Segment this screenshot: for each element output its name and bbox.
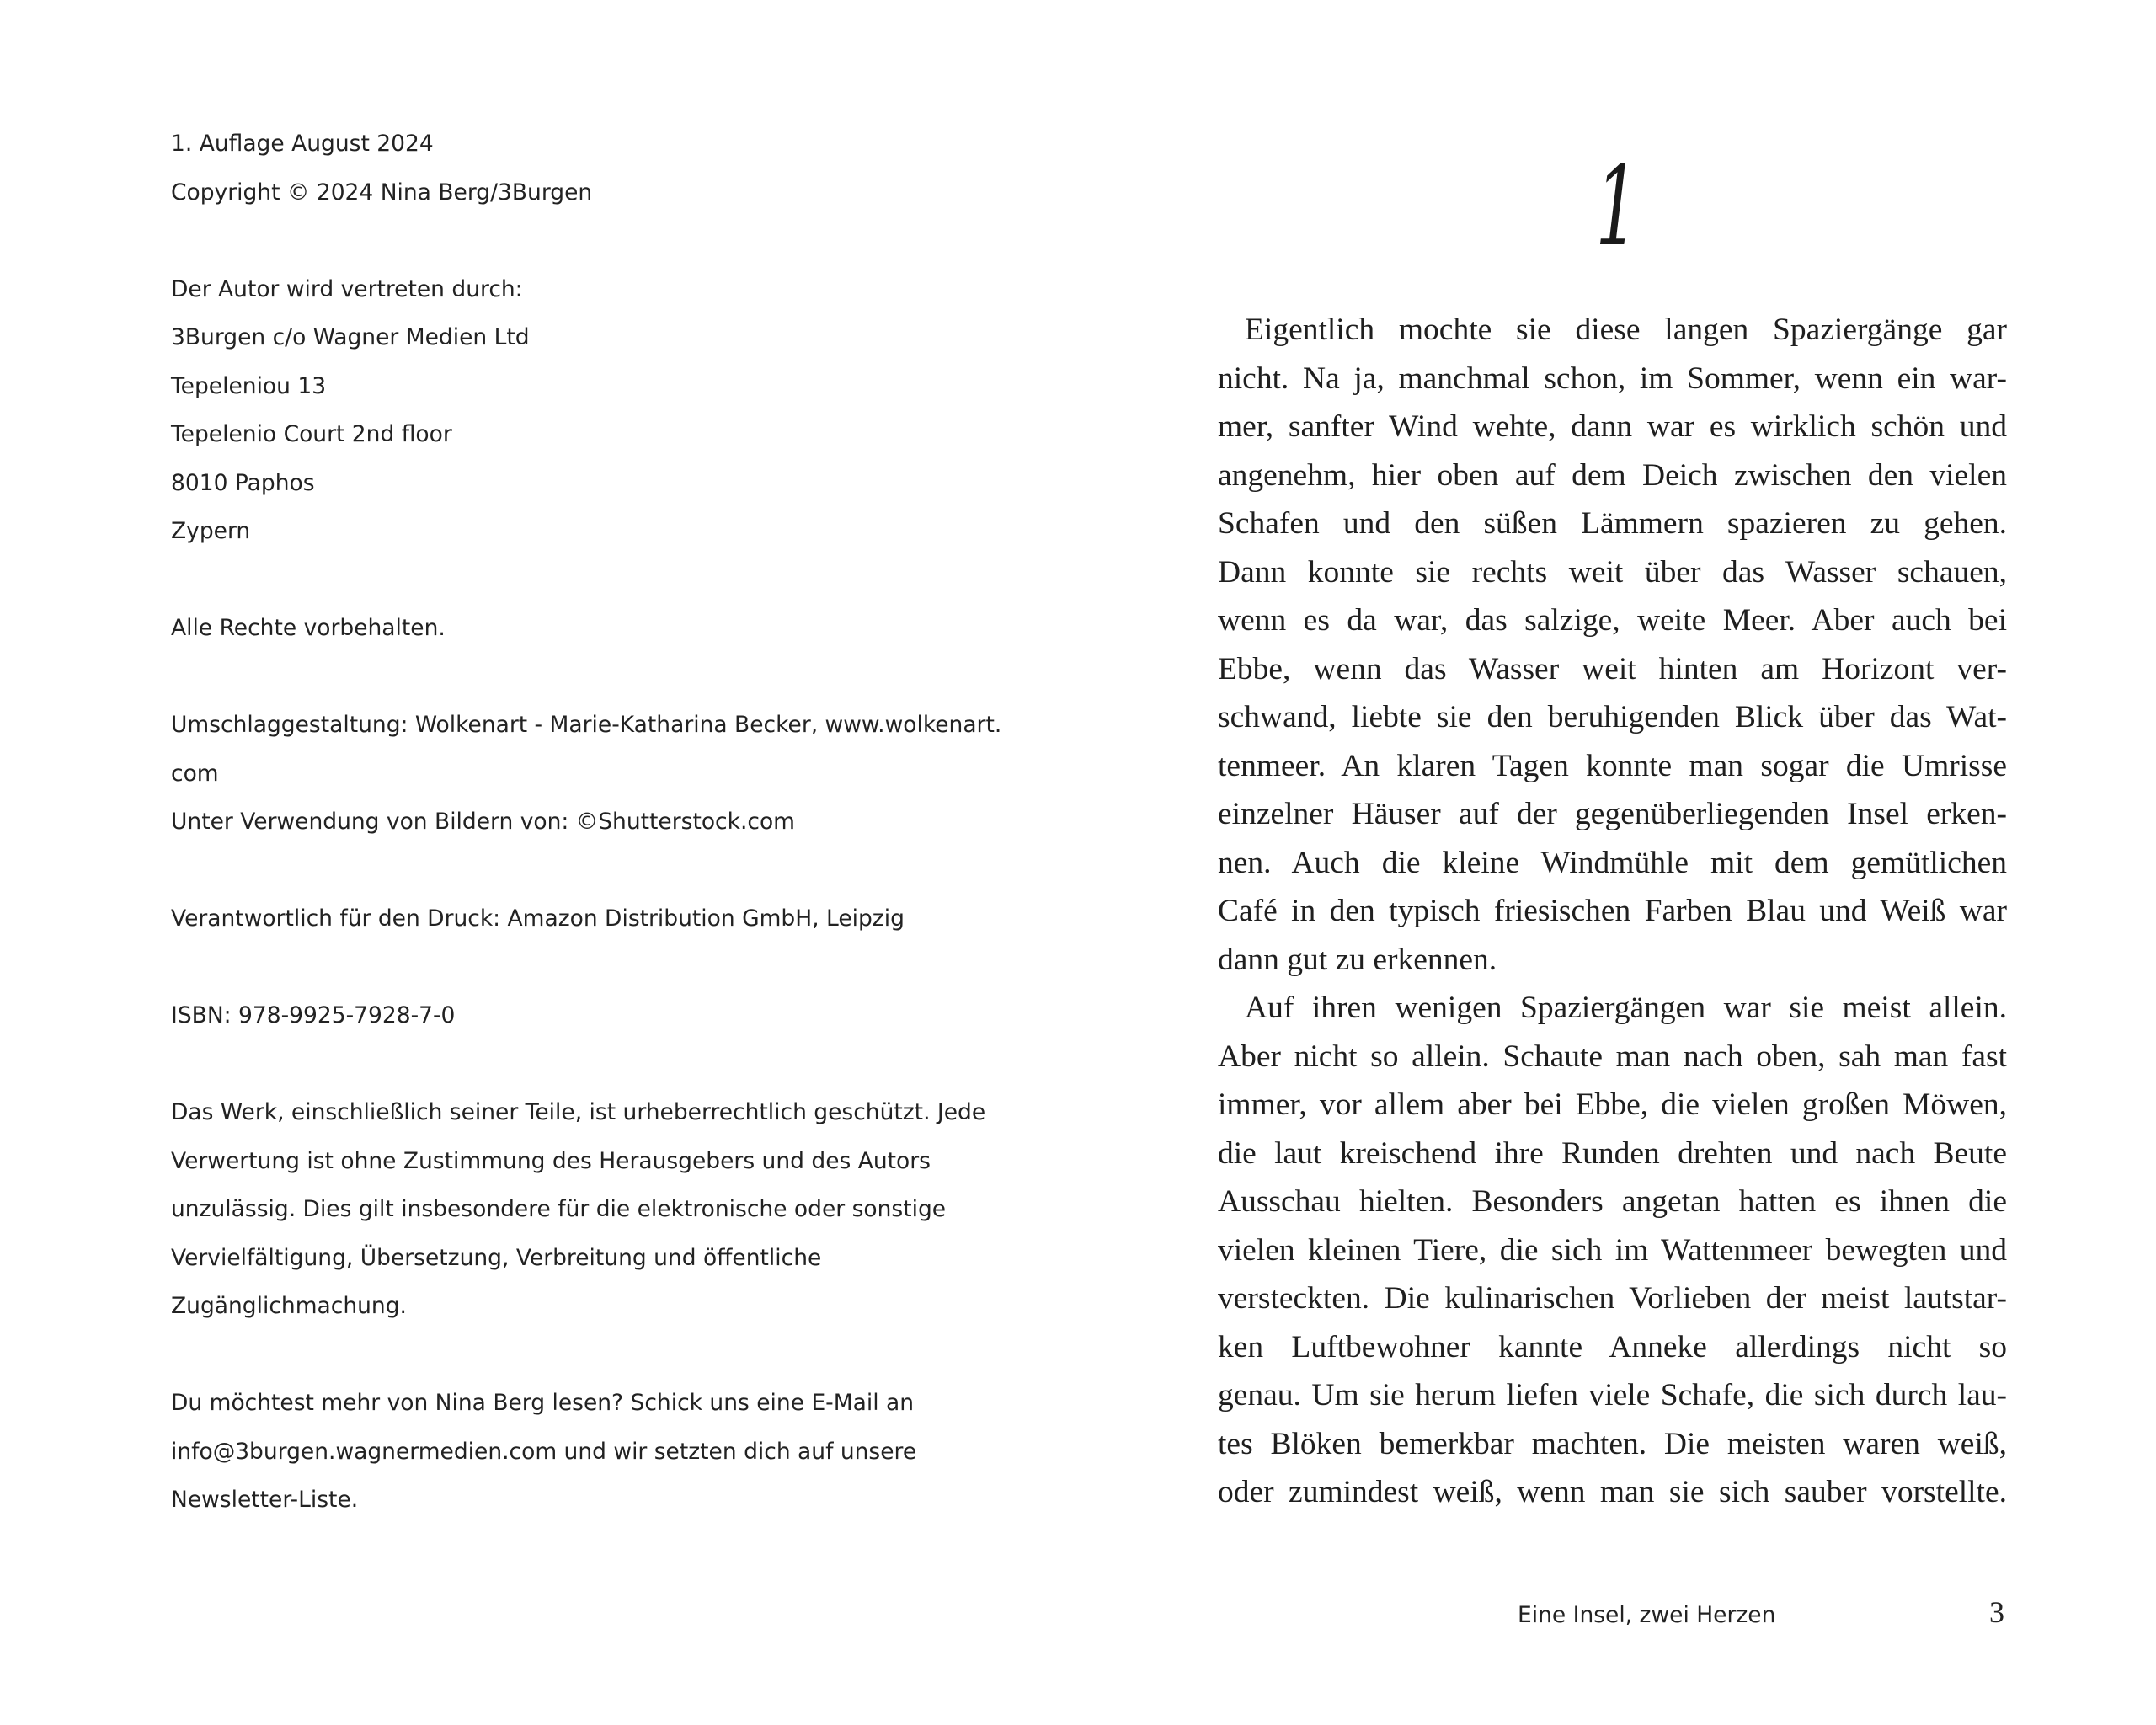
imprint-spacer <box>171 556 979 605</box>
body-text-line: angenehm, hier oben auf dem Deich zwischen den vielen <box>1218 457 2007 493</box>
imprint-line: ISBN: 978-9925-7928-7-0 <box>171 1002 456 1028</box>
imprint-line: 3Burgen c/o Wagner Medien Ltd <box>171 324 530 350</box>
page-number: 3 <box>1989 1595 2004 1629</box>
imprint-line: com <box>171 760 219 787</box>
chapter-number: 1 <box>1595 142 1639 270</box>
body-text-line: ken Luftbewohner kannte Anneke allerdings nicht so <box>1218 1329 2007 1365</box>
imprint-line: Zugänglichmachung. <box>171 1293 407 1319</box>
body-text-line: Dann konnte sie rechts weit über das Wasser schauen, <box>1218 554 2007 590</box>
running-footer-title: Eine Insel, zwei Herzen <box>1518 1602 1776 1628</box>
body-text-line: genau. Um sie herum liefen viele Schafe, die sich durch lau- <box>1218 1378 2007 1413</box>
body-text-line: mer, sanfter Wind wehte, dann war es wirklich schön und <box>1218 409 2007 444</box>
imprint-line: 8010 Paphos <box>171 469 315 496</box>
body-text-line: oder zumindest weiß, wenn man sie sich sauber vorstellte. <box>1218 1475 2007 1509</box>
body-text-line: immer, vor allem aber bei Ebbe, die vielen großen Möwen, <box>1218 1087 2007 1122</box>
imprint-block <box>171 120 1002 1525</box>
body-text-line: einzelner Häuser auf der gegenüberliegenden Insel erken- <box>1218 797 2007 831</box>
imprint-line: Vervielfältigung, Übersetzung, Verbreitung und öffentliche <box>171 1244 822 1271</box>
body-text-line: schwand, liebte sie den beruhigenden Blick über das Wat- <box>1218 700 2007 734</box>
body-text-line: vielen kleinen Tiere, die sich im Wattenmeer bewegten und <box>1218 1232 2007 1268</box>
imprint-line: 1. Auflage August 2024 <box>171 131 434 157</box>
imprint-line: Umschlaggestaltung: Wolkenart - Marie-Katharina Becker, www.wolkenart. <box>171 712 1002 738</box>
body-text-line: Ebbe, wenn das Wasser weit hinten am Horizont ver- <box>1218 651 2007 686</box>
body-text-line: Auf ihren wenigen Spaziergängen war sie meist allein. <box>1245 991 2007 1025</box>
body-text-line: Schafen und den süßen Lämmern spazieren zu gehen. <box>1218 506 2007 541</box>
imprint-line: Alle Rechte vorbehalten. <box>171 615 446 641</box>
imprint-line: Unter Verwendung von Bildern von: ©Shutterstock.com <box>171 809 795 835</box>
body-text-line: dann gut zu erkennen. <box>1218 942 1497 977</box>
body-text-line: tenmeer. An klaren Tagen konnte man sogar die Umrisse <box>1218 748 2007 783</box>
imprint-spacer <box>171 846 979 895</box>
body-text-line: tes Blöken bemerkbar machten. Die meisten waren weiß, <box>1218 1426 2007 1461</box>
imprint-line: Newsletter-Liste. <box>171 1487 359 1513</box>
imprint-line: Du möchtest mehr von Nina Berg lesen? Schick uns eine E-Mail an <box>171 1390 915 1416</box>
body-text-line: Ausschau hielten. Besonders angetan hatten es ihnen die <box>1218 1184 2007 1219</box>
imprint-spacer <box>171 1040 979 1089</box>
chapter-body-text <box>1218 306 2007 1517</box>
imprint-line: Verantwortlich für den Druck: Amazon Distribution GmbH, Leipzig <box>171 905 905 932</box>
imprint-line: Tepeleniou 13 <box>171 372 327 399</box>
imprint-line: info@3burgen.wagnermedien.com und wir setzten dich auf unsere <box>171 1438 917 1465</box>
body-text-line: die laut kreischend ihre Runden drehten und nach Beute <box>1218 1135 2007 1171</box>
imprint-line: unzulässig. Dies gilt insbesondere für die elektronische oder sonstige <box>171 1196 947 1222</box>
body-text-line: versteckten. Die kulinarischen Vorlieben der meist lautstar- <box>1218 1281 2007 1316</box>
body-text-line: nen. Auch die kleine Windmühle mit dem gemütlichen <box>1218 845 2007 880</box>
imprint-line: Das Werk, einschließlich seiner Teile, ist urheberrechtlich geschützt. Jede <box>171 1099 986 1125</box>
body-text-line: Eigentlich mochte sie diese langen Spaziergänge gar <box>1245 312 2007 347</box>
imprint-spacer <box>171 653 979 702</box>
body-text-line: Café in den typisch friesischen Farben Blau und Weiß war <box>1218 894 2007 928</box>
imprint-line: Zypern <box>171 518 251 544</box>
imprint-line: Copyright © 2024 Nina Berg/3Burgen <box>171 179 593 206</box>
imprint-spacer <box>171 216 979 265</box>
imprint-spacer <box>171 1331 979 1380</box>
body-text-line: nicht. Na ja, manchmal schon, im Sommer, wenn ein war- <box>1218 360 2007 396</box>
imprint-spacer <box>171 943 979 992</box>
imprint-line: Verwertung ist ohne Zustimmung des Herausgebers und des Autors <box>171 1147 931 1174</box>
imprint-line: Tepelenio Court 2nd floor <box>171 421 452 447</box>
imprint-line: Der Autor wird vertreten durch: <box>171 275 523 302</box>
body-text-line: Aber nicht so allein. Schaute man nach oben, sah man fast <box>1218 1039 2007 1074</box>
body-text-line: wenn es da war, das salzige, weite Meer. Aber auch bei <box>1218 603 2007 638</box>
